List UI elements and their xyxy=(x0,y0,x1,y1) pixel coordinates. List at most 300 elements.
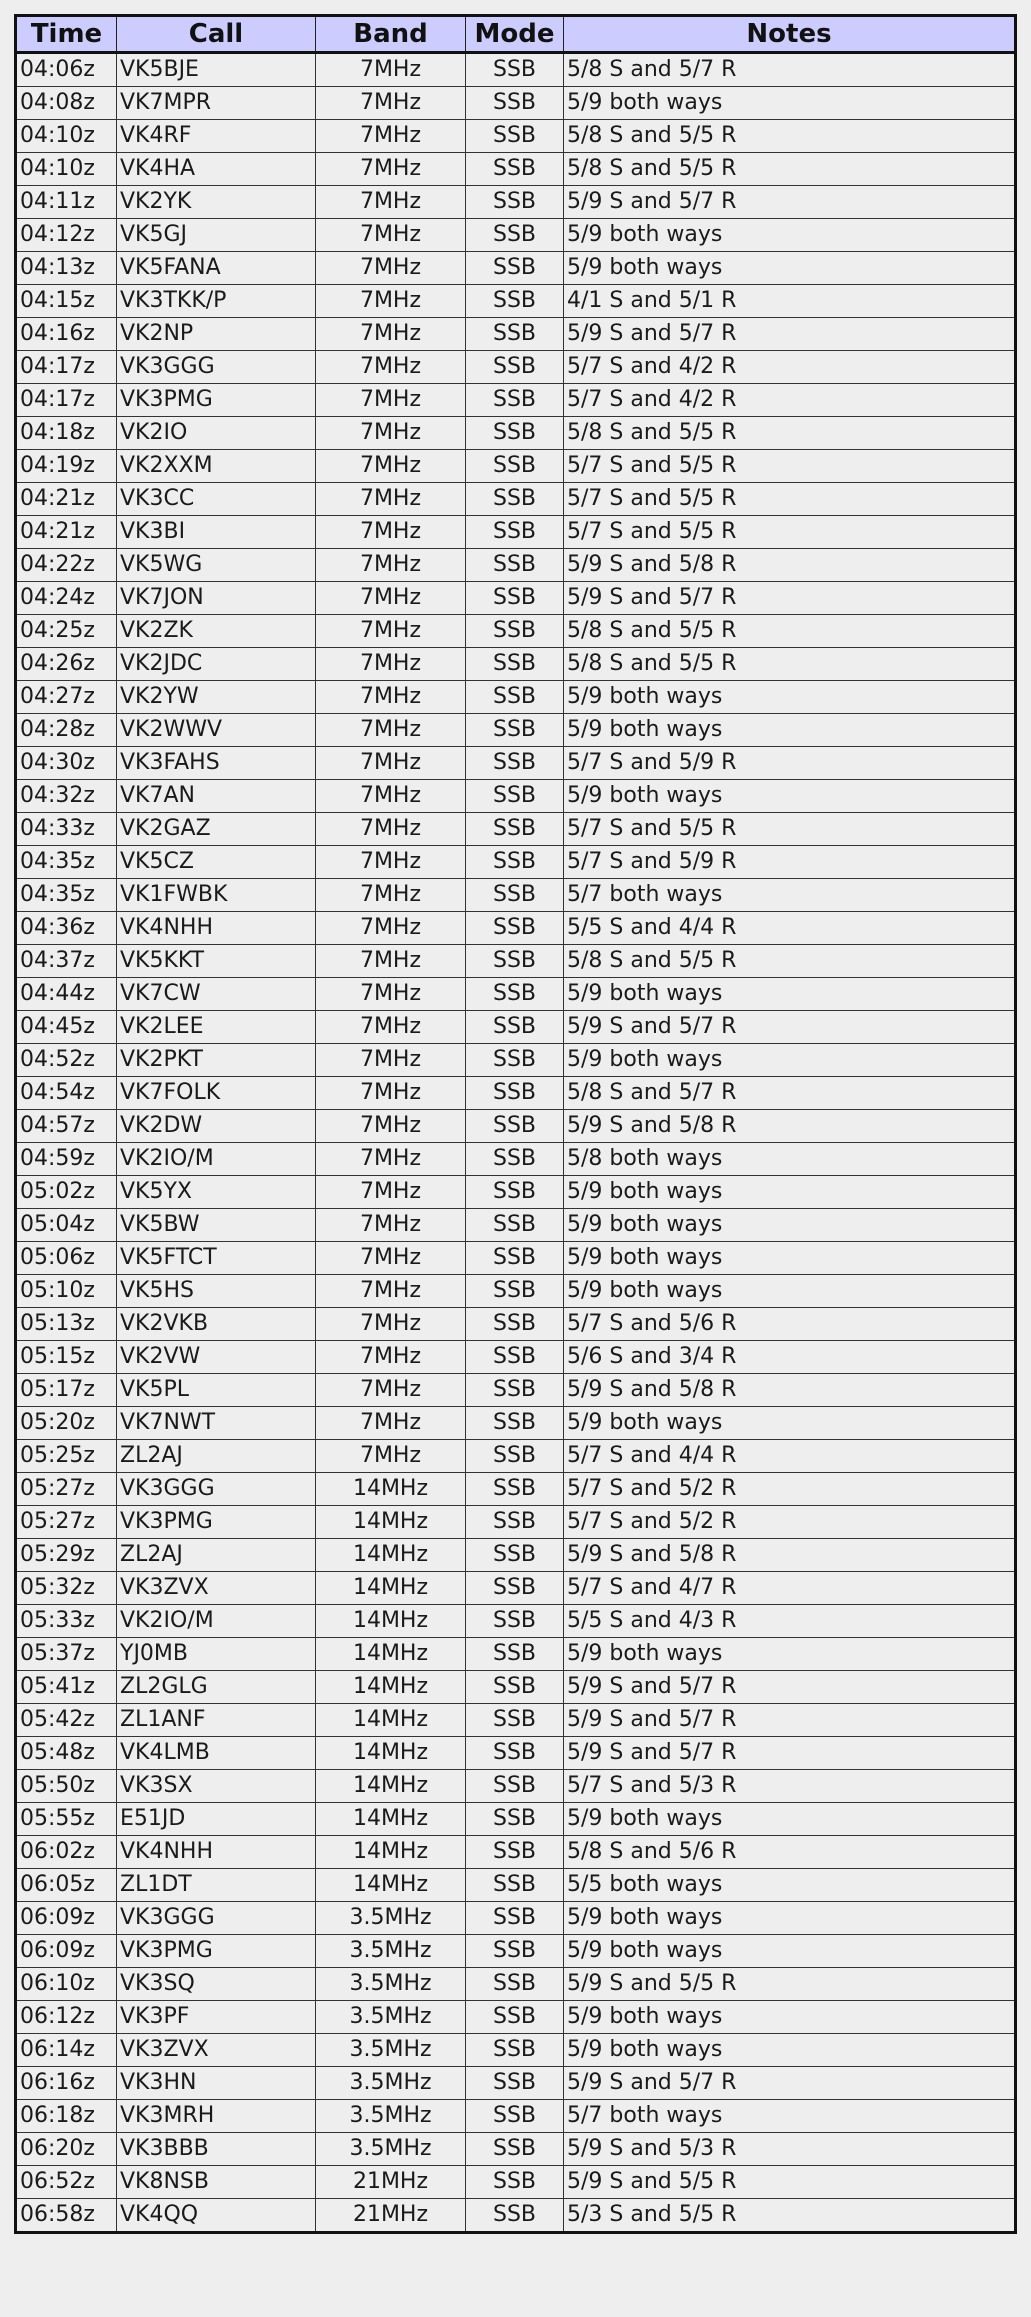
cell-notes: 5/7 S and 4/7 R xyxy=(564,1572,1016,1605)
cell-band: 21MHz xyxy=(316,2199,466,2233)
cell-call: VK5HS xyxy=(117,1275,316,1308)
cell-call: VK3PMG xyxy=(117,1506,316,1539)
cell-mode: SSB xyxy=(466,1176,564,1209)
cell-band: 7MHz xyxy=(316,53,466,87)
table-row xyxy=(16,1407,1016,1440)
cell-time: 04:37z xyxy=(16,945,117,978)
cell-call: VK3ZVX xyxy=(117,1572,316,1605)
table-row xyxy=(16,1572,1016,1605)
cell-notes: 5/9 S and 5/7 R xyxy=(564,1737,1016,1770)
cell-notes: 5/9 S and 5/7 R xyxy=(564,318,1016,351)
cell-band: 7MHz xyxy=(316,747,466,780)
table-row xyxy=(16,1374,1016,1407)
cell-call: VK2IO/M xyxy=(117,1143,316,1176)
cell-mode: SSB xyxy=(466,516,564,549)
cell-mode: SSB xyxy=(466,186,564,219)
cell-call: VK7FOLK xyxy=(117,1077,316,1110)
cell-time: 04:27z xyxy=(16,681,117,714)
cell-mode: SSB xyxy=(466,1539,564,1572)
cell-call: VK3CC xyxy=(117,483,316,516)
cell-notes: 5/5 both ways xyxy=(564,1869,1016,1902)
cell-time: 05:04z xyxy=(16,1209,117,1242)
cell-mode: SSB xyxy=(466,120,564,153)
cell-call: VK2PKT xyxy=(117,1044,316,1077)
cell-time: 04:25z xyxy=(16,615,117,648)
cell-notes: 5/9 both ways xyxy=(564,714,1016,747)
cell-call: VK2YW xyxy=(117,681,316,714)
cell-call: VK7CW xyxy=(117,978,316,1011)
cell-band: 7MHz xyxy=(316,615,466,648)
cell-time: 04:17z xyxy=(16,351,117,384)
cell-time: 05:10z xyxy=(16,1275,117,1308)
table-row xyxy=(16,351,1016,384)
cell-time: 04:35z xyxy=(16,879,117,912)
cell-call: ZL2GLG xyxy=(117,1671,316,1704)
cell-mode: SSB xyxy=(466,351,564,384)
cell-band: 7MHz xyxy=(316,879,466,912)
cell-mode: SSB xyxy=(466,1242,564,1275)
cell-notes: 5/9 S and 5/5 R xyxy=(564,2166,1016,2199)
table-row xyxy=(16,285,1016,318)
table-row xyxy=(16,1737,1016,1770)
table-row xyxy=(16,186,1016,219)
cell-band: 7MHz xyxy=(316,516,466,549)
cell-band: 7MHz xyxy=(316,1374,466,1407)
cell-notes: 5/9 S and 5/8 R xyxy=(564,549,1016,582)
cell-time: 04:59z xyxy=(16,1143,117,1176)
table-row xyxy=(16,53,1016,87)
cell-band: 3.5MHz xyxy=(316,1902,466,1935)
cell-notes: 4/1 S and 5/1 R xyxy=(564,285,1016,318)
cell-call: VK5FTCT xyxy=(117,1242,316,1275)
cell-band: 7MHz xyxy=(316,1044,466,1077)
cell-time: 06:58z xyxy=(16,2199,117,2233)
cell-band: 3.5MHz xyxy=(316,2133,466,2166)
cell-mode: SSB xyxy=(466,483,564,516)
cell-time: 05:37z xyxy=(16,1638,117,1671)
cell-call: E51JD xyxy=(117,1803,316,1836)
cell-time: 06:14z xyxy=(16,2034,117,2067)
table-row xyxy=(16,1968,1016,2001)
cell-mode: SSB xyxy=(466,87,564,120)
table-row xyxy=(16,1473,1016,1506)
cell-call: VK2YK xyxy=(117,186,316,219)
cell-mode: SSB xyxy=(466,2034,564,2067)
cell-band: 7MHz xyxy=(316,483,466,516)
cell-time: 04:32z xyxy=(16,780,117,813)
cell-mode: SSB xyxy=(466,879,564,912)
cell-time: 05:27z xyxy=(16,1473,117,1506)
cell-call: VK2IO xyxy=(117,417,316,450)
cell-mode: SSB xyxy=(466,1440,564,1473)
cell-mode: SSB xyxy=(466,2067,564,2100)
cell-band: 7MHz xyxy=(316,1275,466,1308)
table-row xyxy=(16,516,1016,549)
cell-time: 04:19z xyxy=(16,450,117,483)
cell-mode: SSB xyxy=(466,1803,564,1836)
cell-call: VK3BBB xyxy=(117,2133,316,2166)
cell-notes: 5/9 both ways xyxy=(564,219,1016,252)
cell-notes: 5/6 S and 3/4 R xyxy=(564,1341,1016,1374)
cell-notes: 5/8 S and 5/7 R xyxy=(564,53,1016,87)
cell-band: 7MHz xyxy=(316,714,466,747)
cell-notes: 5/9 S and 5/7 R xyxy=(564,1704,1016,1737)
cell-band: 14MHz xyxy=(316,1671,466,1704)
table-row xyxy=(16,879,1016,912)
cell-notes: 5/9 both ways xyxy=(564,1044,1016,1077)
cell-band: 3.5MHz xyxy=(316,1968,466,2001)
cell-band: 7MHz xyxy=(316,582,466,615)
table-row xyxy=(16,153,1016,186)
cell-call: VK8NSB xyxy=(117,2166,316,2199)
cell-time: 05:25z xyxy=(16,1440,117,1473)
cell-notes: 5/9 both ways xyxy=(564,1176,1016,1209)
cell-band: 7MHz xyxy=(316,1176,466,1209)
cell-band: 7MHz xyxy=(316,846,466,879)
cell-call: VK2VKB xyxy=(117,1308,316,1341)
cell-mode: SSB xyxy=(466,153,564,186)
cell-mode: SSB xyxy=(466,615,564,648)
cell-mode: SSB xyxy=(466,450,564,483)
table-row xyxy=(16,1341,1016,1374)
cell-time: 04:11z xyxy=(16,186,117,219)
cell-notes: 5/9 S and 5/7 R xyxy=(564,186,1016,219)
cell-band: 7MHz xyxy=(316,1011,466,1044)
cell-band: 7MHz xyxy=(316,1143,466,1176)
table-row xyxy=(16,1869,1016,1902)
cell-call: VK2JDC xyxy=(117,648,316,681)
cell-band: 7MHz xyxy=(316,1341,466,1374)
cell-call: VK4HA xyxy=(117,153,316,186)
cell-time: 04:22z xyxy=(16,549,117,582)
cell-time: 04:21z xyxy=(16,516,117,549)
cell-notes: 5/5 S and 4/3 R xyxy=(564,1605,1016,1638)
table-row xyxy=(16,648,1016,681)
cell-band: 14MHz xyxy=(316,1605,466,1638)
cell-call: VK4LMB xyxy=(117,1737,316,1770)
cell-band: 7MHz xyxy=(316,1407,466,1440)
cell-time: 04:18z xyxy=(16,417,117,450)
cell-time: 04:52z xyxy=(16,1044,117,1077)
cell-band: 7MHz xyxy=(316,912,466,945)
table-row xyxy=(16,681,1016,714)
cell-band: 7MHz xyxy=(316,186,466,219)
cell-band: 3.5MHz xyxy=(316,2001,466,2034)
table-row xyxy=(16,1209,1016,1242)
cell-band: 7MHz xyxy=(316,780,466,813)
table-row xyxy=(16,1638,1016,1671)
cell-time: 05:50z xyxy=(16,1770,117,1803)
cell-mode: SSB xyxy=(466,384,564,417)
cell-notes: 5/9 both ways xyxy=(564,1209,1016,1242)
cell-mode: SSB xyxy=(466,582,564,615)
cell-notes: 5/3 S and 5/5 R xyxy=(564,2199,1016,2233)
cell-notes: 5/7 S and 5/9 R xyxy=(564,846,1016,879)
log-body xyxy=(16,53,1016,2233)
cell-notes: 5/7 S and 4/2 R xyxy=(564,384,1016,417)
cell-mode: SSB xyxy=(466,1869,564,1902)
cell-call: VK3MRH xyxy=(117,2100,316,2133)
cell-notes: 5/7 S and 4/4 R xyxy=(564,1440,1016,1473)
cell-band: 7MHz xyxy=(316,681,466,714)
cell-notes: 5/7 both ways xyxy=(564,2100,1016,2133)
cell-mode: SSB xyxy=(466,219,564,252)
cell-band: 7MHz xyxy=(316,549,466,582)
header-time: Time xyxy=(16,16,117,53)
table-row xyxy=(16,615,1016,648)
cell-time: 04:30z xyxy=(16,747,117,780)
header-mode: Mode xyxy=(466,16,564,53)
cell-time: 04:57z xyxy=(16,1110,117,1143)
table-row xyxy=(16,483,1016,516)
cell-notes: 5/8 both ways xyxy=(564,1143,1016,1176)
table-row xyxy=(16,1902,1016,1935)
cell-mode: SSB xyxy=(466,846,564,879)
cell-notes: 5/9 both ways xyxy=(564,780,1016,813)
cell-notes: 5/8 S and 5/5 R xyxy=(564,120,1016,153)
cell-band: 3.5MHz xyxy=(316,1935,466,1968)
cell-mode: SSB xyxy=(466,1473,564,1506)
cell-notes: 5/9 both ways xyxy=(564,87,1016,120)
cell-mode: SSB xyxy=(466,1110,564,1143)
cell-band: 7MHz xyxy=(316,978,466,1011)
cell-time: 05:17z xyxy=(16,1374,117,1407)
cell-notes: 5/7 S and 5/2 R xyxy=(564,1473,1016,1506)
cell-time: 05:20z xyxy=(16,1407,117,1440)
cell-notes: 5/9 S and 5/7 R xyxy=(564,1671,1016,1704)
header-band: Band xyxy=(316,16,466,53)
cell-call: VK3TKK/P xyxy=(117,285,316,318)
table-row xyxy=(16,417,1016,450)
table-row xyxy=(16,1539,1016,1572)
cell-band: 14MHz xyxy=(316,1638,466,1671)
cell-call: VK3BI xyxy=(117,516,316,549)
cell-band: 14MHz xyxy=(316,1572,466,1605)
cell-mode: SSB xyxy=(466,1638,564,1671)
cell-time: 04:06z xyxy=(16,53,117,87)
cell-notes: 5/9 both ways xyxy=(564,1242,1016,1275)
cell-band: 7MHz xyxy=(316,450,466,483)
cell-mode: SSB xyxy=(466,945,564,978)
cell-call: VK2NP xyxy=(117,318,316,351)
cell-band: 7MHz xyxy=(316,87,466,120)
table-row xyxy=(16,1770,1016,1803)
cell-notes: 5/7 S and 5/5 R xyxy=(564,450,1016,483)
cell-call: VK4RF xyxy=(117,120,316,153)
cell-time: 04:54z xyxy=(16,1077,117,1110)
cell-call: VK2XXM xyxy=(117,450,316,483)
cell-call: VK5BW xyxy=(117,1209,316,1242)
cell-mode: SSB xyxy=(466,53,564,87)
cell-band: 7MHz xyxy=(316,351,466,384)
table-row xyxy=(16,2199,1016,2233)
table-row xyxy=(16,318,1016,351)
cell-notes: 5/9 both ways xyxy=(564,2034,1016,2067)
table-row xyxy=(16,1506,1016,1539)
cell-call: VK1FWBK xyxy=(117,879,316,912)
cell-call: VK2IO/M xyxy=(117,1605,316,1638)
table-row xyxy=(16,1308,1016,1341)
cell-time: 05:48z xyxy=(16,1737,117,1770)
cell-notes: 5/9 both ways xyxy=(564,1638,1016,1671)
cell-mode: SSB xyxy=(466,747,564,780)
cell-notes: 5/9 both ways xyxy=(564,681,1016,714)
cell-call: ZL1ANF xyxy=(117,1704,316,1737)
cell-notes: 5/8 S and 5/5 R xyxy=(564,648,1016,681)
cell-call: VK5CZ xyxy=(117,846,316,879)
cell-call: VK3HN xyxy=(117,2067,316,2100)
table-row xyxy=(16,1605,1016,1638)
cell-notes: 5/9 S and 5/8 R xyxy=(564,1110,1016,1143)
cell-band: 7MHz xyxy=(316,1110,466,1143)
cell-notes: 5/7 S and 5/3 R xyxy=(564,1770,1016,1803)
cell-call: VK5FANA xyxy=(117,252,316,285)
cell-time: 06:09z xyxy=(16,1902,117,1935)
cell-notes: 5/9 both ways xyxy=(564,2001,1016,2034)
cell-mode: SSB xyxy=(466,2166,564,2199)
cell-time: 05:55z xyxy=(16,1803,117,1836)
table-row xyxy=(16,1044,1016,1077)
cell-notes: 5/7 S and 5/5 R xyxy=(564,483,1016,516)
cell-band: 14MHz xyxy=(316,1473,466,1506)
table-row xyxy=(16,2133,1016,2166)
cell-call: VK5GJ xyxy=(117,219,316,252)
cell-mode: SSB xyxy=(466,978,564,1011)
cell-time: 06:10z xyxy=(16,1968,117,2001)
cell-mode: SSB xyxy=(466,813,564,846)
cell-mode: SSB xyxy=(466,1143,564,1176)
cell-mode: SSB xyxy=(466,549,564,582)
cell-call: VK4QQ xyxy=(117,2199,316,2233)
cell-band: 14MHz xyxy=(316,1737,466,1770)
cell-notes: 5/8 S and 5/5 R xyxy=(564,417,1016,450)
cell-time: 04:36z xyxy=(16,912,117,945)
cell-time: 04:15z xyxy=(16,285,117,318)
cell-call: VK5BJE xyxy=(117,53,316,87)
cell-notes: 5/9 S and 5/8 R xyxy=(564,1374,1016,1407)
cell-time: 04:10z xyxy=(16,120,117,153)
cell-mode: SSB xyxy=(466,2100,564,2133)
cell-band: 7MHz xyxy=(316,384,466,417)
cell-time: 05:32z xyxy=(16,1572,117,1605)
cell-notes: 5/7 S and 5/9 R xyxy=(564,747,1016,780)
cell-band: 7MHz xyxy=(316,417,466,450)
cell-time: 06:09z xyxy=(16,1935,117,1968)
cell-time: 04:16z xyxy=(16,318,117,351)
cell-mode: SSB xyxy=(466,1506,564,1539)
table-row xyxy=(16,1275,1016,1308)
cell-call: VK3PMG xyxy=(117,384,316,417)
cell-notes: 5/9 S and 5/7 R xyxy=(564,2067,1016,2100)
cell-band: 7MHz xyxy=(316,1242,466,1275)
cell-notes: 5/9 both ways xyxy=(564,1803,1016,1836)
cell-time: 04:33z xyxy=(16,813,117,846)
cell-band: 7MHz xyxy=(316,1209,466,1242)
table-row xyxy=(16,450,1016,483)
table-row xyxy=(16,2166,1016,2199)
cell-band: 14MHz xyxy=(316,1836,466,1869)
cell-mode: SSB xyxy=(466,1968,564,2001)
cell-mode: SSB xyxy=(466,1605,564,1638)
cell-time: 04:21z xyxy=(16,483,117,516)
cell-mode: SSB xyxy=(466,648,564,681)
cell-notes: 5/9 S and 5/7 R xyxy=(564,582,1016,615)
table-row xyxy=(16,945,1016,978)
header-row xyxy=(16,16,1016,53)
cell-band: 7MHz xyxy=(316,318,466,351)
table-row xyxy=(16,1440,1016,1473)
table-row xyxy=(16,912,1016,945)
cell-notes: 5/8 S and 5/5 R xyxy=(564,153,1016,186)
cell-time: 04:12z xyxy=(16,219,117,252)
table-row xyxy=(16,120,1016,153)
cell-call: VK3GGG xyxy=(117,351,316,384)
cell-call: YJ0MB xyxy=(117,1638,316,1671)
cell-time: 05:33z xyxy=(16,1605,117,1638)
table-row xyxy=(16,582,1016,615)
table-row xyxy=(16,978,1016,1011)
cell-notes: 5/8 S and 5/5 R xyxy=(564,615,1016,648)
table-row xyxy=(16,87,1016,120)
cell-notes: 5/7 S and 4/2 R xyxy=(564,351,1016,384)
cell-call: VK3SQ xyxy=(117,1968,316,2001)
cell-call: VK4NHH xyxy=(117,912,316,945)
cell-notes: 5/9 both ways xyxy=(564,252,1016,285)
header-call: Call xyxy=(117,16,316,53)
cell-time: 05:06z xyxy=(16,1242,117,1275)
cell-time: 06:05z xyxy=(16,1869,117,1902)
cell-call: VK2VW xyxy=(117,1341,316,1374)
cell-time: 04:17z xyxy=(16,384,117,417)
cell-mode: SSB xyxy=(466,1902,564,1935)
cell-time: 05:15z xyxy=(16,1341,117,1374)
cell-mode: SSB xyxy=(466,2133,564,2166)
cell-time: 06:16z xyxy=(16,2067,117,2100)
cell-mode: SSB xyxy=(466,1275,564,1308)
cell-call: VK2GAZ xyxy=(117,813,316,846)
cell-time: 04:24z xyxy=(16,582,117,615)
cell-notes: 5/9 both ways xyxy=(564,1902,1016,1935)
table-row xyxy=(16,1176,1016,1209)
table-row xyxy=(16,1704,1016,1737)
cell-band: 7MHz xyxy=(316,153,466,186)
cell-notes: 5/7 S and 5/5 R xyxy=(564,516,1016,549)
table-row xyxy=(16,1671,1016,1704)
cell-band: 14MHz xyxy=(316,1803,466,1836)
cell-time: 04:35z xyxy=(16,846,117,879)
cell-call: ZL1DT xyxy=(117,1869,316,1902)
table-row xyxy=(16,1077,1016,1110)
table-row xyxy=(16,1143,1016,1176)
cell-mode: SSB xyxy=(466,318,564,351)
cell-notes: 5/5 S and 4/4 R xyxy=(564,912,1016,945)
cell-time: 06:18z xyxy=(16,2100,117,2133)
cell-time: 04:10z xyxy=(16,153,117,186)
cell-time: 05:02z xyxy=(16,1176,117,1209)
cell-call: VK2LEE xyxy=(117,1011,316,1044)
cell-notes: 5/7 S and 5/2 R xyxy=(564,1506,1016,1539)
cell-band: 7MHz xyxy=(316,1308,466,1341)
cell-time: 05:29z xyxy=(16,1539,117,1572)
table-row xyxy=(16,1242,1016,1275)
cell-band: 14MHz xyxy=(316,1539,466,1572)
cell-mode: SSB xyxy=(466,1209,564,1242)
cell-call: VK2ZK xyxy=(117,615,316,648)
cell-band: 3.5MHz xyxy=(316,2067,466,2100)
cell-call: ZL2AJ xyxy=(117,1440,316,1473)
table-row xyxy=(16,846,1016,879)
cell-mode: SSB xyxy=(466,1407,564,1440)
